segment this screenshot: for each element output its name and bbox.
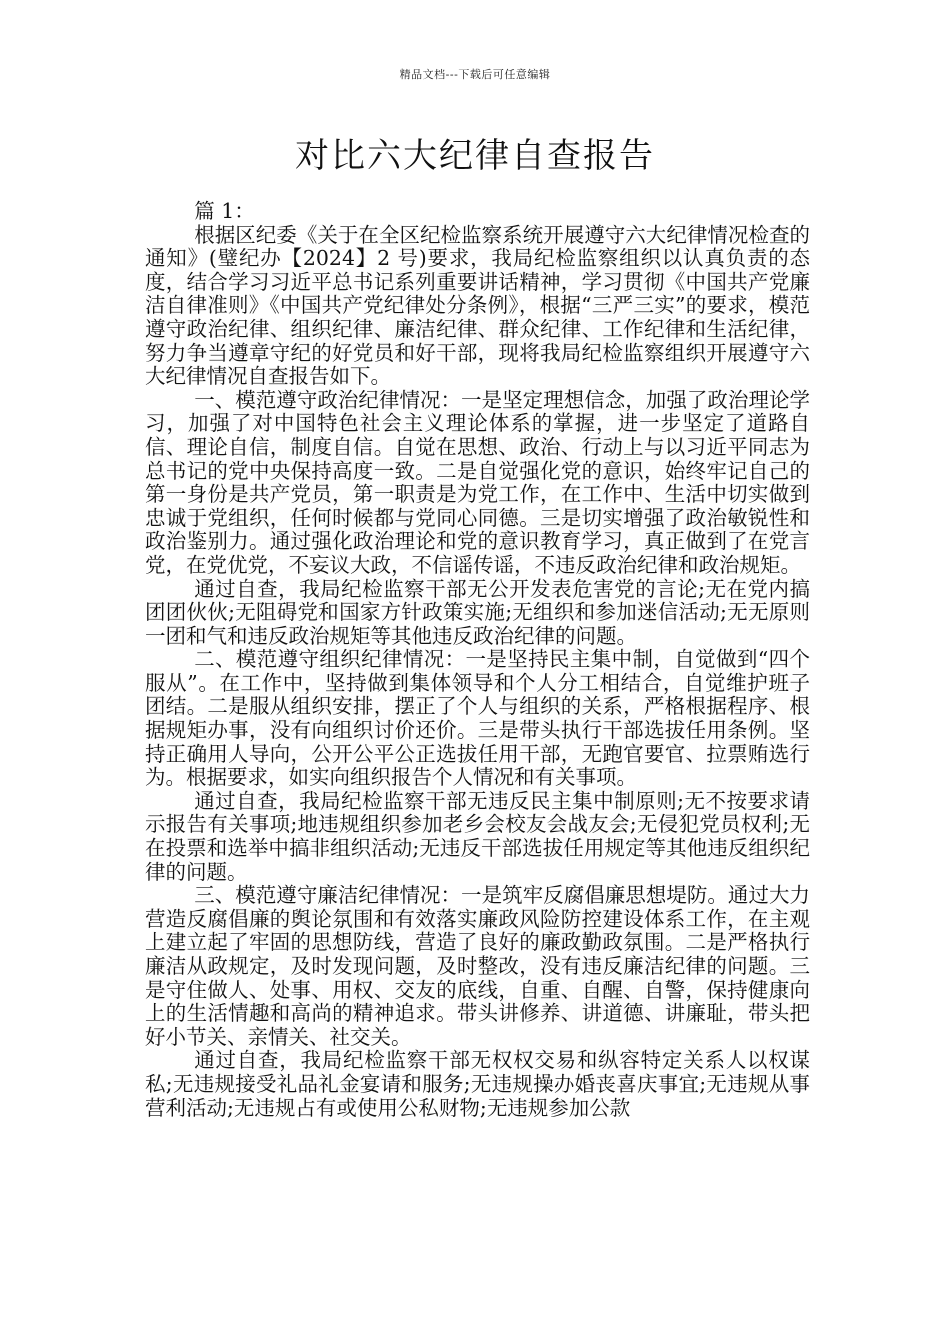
header-note: 精品文档---下载后可任意编辑 [399, 68, 551, 81]
body-paragraph: 三、模范遵守廉洁纪律情况：一是筑牢反腐倡廉思想堤防。通过大力营造反腐倡廉的舆论氛围和有效落实廉政风险防控建设体系工作，在主观上建立起了牢固的思想防线，营造了良好的廉政勤政氛围。二是严格执行廉洁从政规定，及时发现问题，及时整改，没有违反廉洁纪律的问题。三是守住做人、处事、用权、交友的底线，自重、自醒、自警，保持健康向上的生活情趣和高尚的精神追求。带头讲修养、讲道德、讲廉耻，带头把好小节关、亲情关、社交关。 [145, 883, 810, 1049]
body-paragraph: 一、模范遵守政治纪律情况：一是坚定理想信念，加强了政治理论学习，加强了对中国特色社会主义理论体系的掌握，进一步坚定了道路自信、理论自信，制度自信。自觉在思想、政治、行动上与以习近平同志为总书记的党中央保持高度一致。二是自觉强化党的意识，始终牢记自己的第一身份是共产党员，第一职责是为党工作，在工作中、生活中切实做到忠诚于党组织，任何时候都与党同心同德。三是切实增强了政治敏锐性和政治鉴别力。通过强化政治理论和党的意识教育学习，真正做到了在党言党，在党优党，不妄议大政，不信谣传谣，不违反政治纪律和政治规矩。 [145, 387, 810, 577]
body-paragraph: 通过自查，我局纪检监察干部无权权交易和纵容特定关系人以权谋私;无违规接受礼品礼金宴请和服务;无违规操办婚丧喜庆事宜;无违规从事营利活动;无违规占有或使用公私财物;无违规参加公款 [145, 1048, 810, 1120]
body-paragraph: 通过自查，我局纪检监察干部无公开发表危害党的言论;无在党内搞团团伙伙;无阻碍党和国家方针政策实施;无组织和参加迷信活动;无无原则一团和气和违反政治规矩等其他违反政治纪律的问题。 [145, 576, 810, 648]
body-paragraph: 二、模范遵守组织纪律情况：一是坚持民主集中制，自觉做到“四个服从”。在工作中，坚持做到集体领导和个人分工相结合，自觉维护班子团结。二是服从组织安排，摆正了个人与组织的关系，严格根据程序、根据规矩办事，没有向组织讨价还价。三是带头执行干部选拔任用条例。坚持正确用人导向，公开公平公正选拔任用干部，无跑官要官、拉票贿选行为。根据要求，如实向组织报告个人情况和有关事项。 [145, 647, 810, 790]
body-paragraph: 通过自查，我局纪检监察干部无违反民主集中制原则;无不按要求请示报告有关事项;地违规组织参加老乡会校友会战友会;无侵犯党员权利;无在投票和选举中搞非组织活动;无违反干部选拔任用规定等其他违反组织纪律的问题。 [145, 788, 810, 884]
section-label: 篇 1： [194, 199, 255, 223]
document-title: 对比六大纪律自查报告 [295, 136, 655, 176]
document-body [145, 200, 810, 1120]
body-paragraph: 根据区纪委《关于在全区纪检监察系统开展遵守六大纪律情况检查的通知》(璧纪办【2024】2 号)要求，我局纪检监察组织以认真负责的态度，结合学习习近平总书记系列重要讲话精神，学习贯彻《中国共产党廉洁自律准则》《中国共产党纪律处分条例》，根据“三严三实”的要求，模范遵守政治纪律、组织纪律、廉洁纪律、群众纪律、工作纪律和生活纪律，努力争当遵章守纪的好党员和好干部，现将我局纪检监察组织开展遵守六大纪律情况自查报告如下。 [145, 222, 810, 389]
